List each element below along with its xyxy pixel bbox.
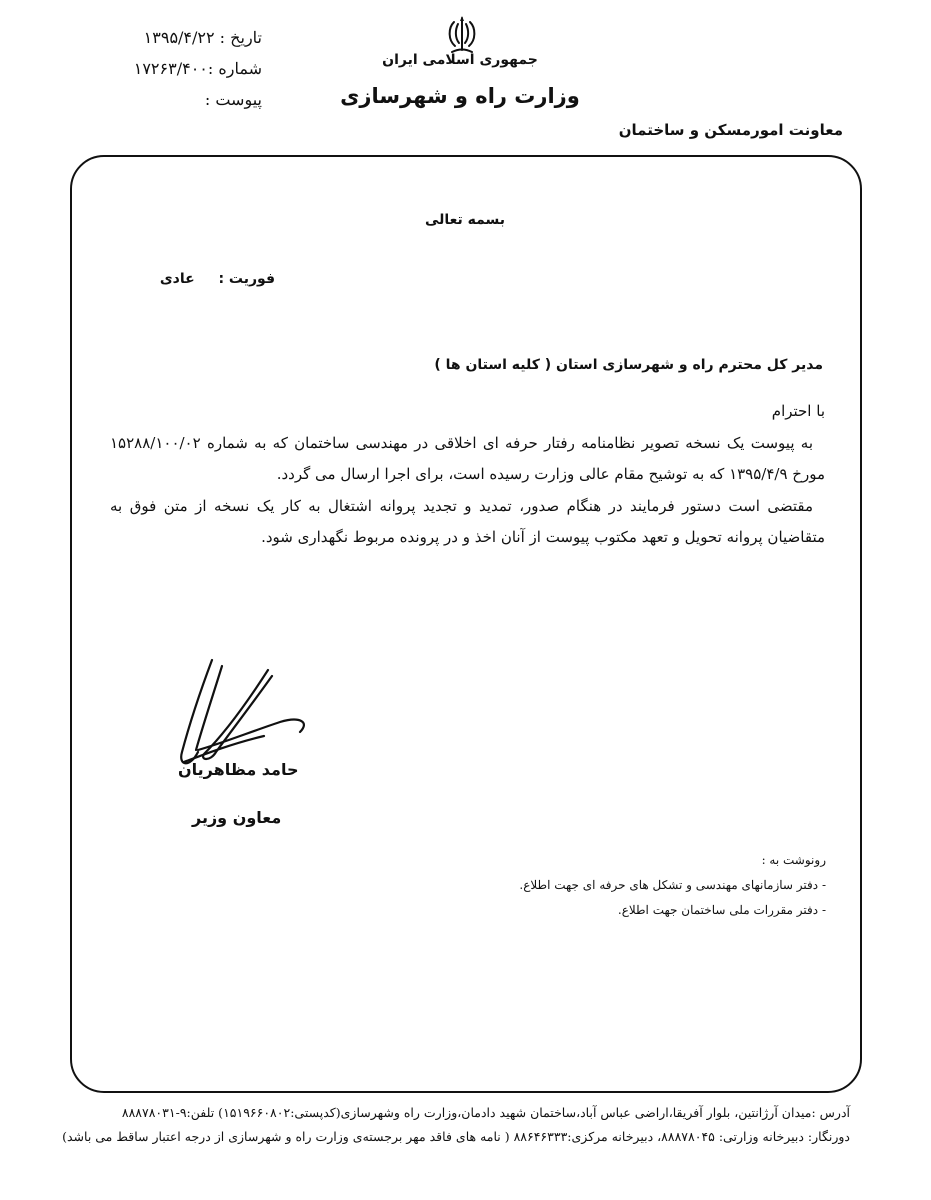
letter-frame (70, 155, 862, 1093)
deputy-title: معاونت امورمسکن و ساختمان (618, 121, 843, 139)
cc-item: - دفتر مقررات ملی ساختمان جهت اطلاع. (617, 903, 826, 917)
urgency-line (159, 271, 275, 287)
addressee: مدیر کل محترم راه و شهرسازی استان ( کلیه استان ها ) (434, 357, 823, 373)
ministry-title: وزارت راه و شهرسازی (340, 84, 580, 108)
handwritten-signature (160, 652, 320, 822)
footer-address: آدرس :میدان آرژانتین، بلوار آفریقا،اراضی عباس آباد،ساختمان شهید دادمان،وزارت راه وشهرسازی(کدپستی:۱۵۱۹۶۶۰۸۰۲) تلفن:۹-۸۸۸۷۸۰۳۱ (121, 1105, 850, 1120)
date-line: تاریخ : ۱۳۹۵/۴/۲۲ (143, 28, 262, 47)
cc-item: - دفتر سازمانهای مهندسی و تشکل های حرفه ای جهت اطلاع. (519, 878, 826, 892)
letter-meta (120, 22, 262, 115)
urgency-value: عادی (159, 271, 195, 287)
salutation: با احترام (771, 402, 825, 420)
paragraph-1: به پیوست یک نسخه تصویر نظامنامه رفتار حرفه ای اخلاقی در مهندسی ساختمان که به شماره ۱۵۲۸۸/۱۰۰/۰۲ مورخ ۱۳۹۵/۴/۹ که به توشیح مقام عالی وزارت رسیده است، برای اجرا ارسال می گردد. (110, 433, 825, 483)
attachment-line: پیوست : (204, 90, 262, 109)
bismillah: بسمه تعالی (424, 212, 506, 228)
footer-fax: دورنگار: دبیرخانه وزارتی: ۸۸۸۷۸۰۴۵، دبیرخانه مرکزی:۸۸۶۴۶۳۳۳ ( نامه های فاقد مهر برجسته‌ی وزارت راه و شهرسازی از درجه اعتبار ساقط می باشد) (62, 1129, 850, 1144)
signatory-name: حامد مظاهریان (178, 760, 299, 779)
signatory-title: معاون وزیر (192, 808, 282, 827)
cc-heading: رونوشت به : (761, 853, 826, 867)
urgency-label: فوریت : (218, 271, 275, 287)
republic-title: جمهوری اسلامی ایران (382, 52, 538, 68)
cc-list (519, 848, 826, 923)
footer (60, 1101, 850, 1149)
paragraph-2: مقتضی است دستور فرمایند در هنگام صدور، تمدید و تجدید پروانه اشتغال به کار یک نسخه از متن فوق به متقاضیان پروانه تحویل و تعهد مکتوب پیوست از آنان اخذ و در پرونده مربوط نگهداری شود. (110, 496, 825, 546)
iran-emblem-icon (438, 14, 486, 56)
letter-body (110, 396, 825, 554)
number-line: شماره :۱۷۲۶۳/۴۰۰ (133, 59, 262, 78)
